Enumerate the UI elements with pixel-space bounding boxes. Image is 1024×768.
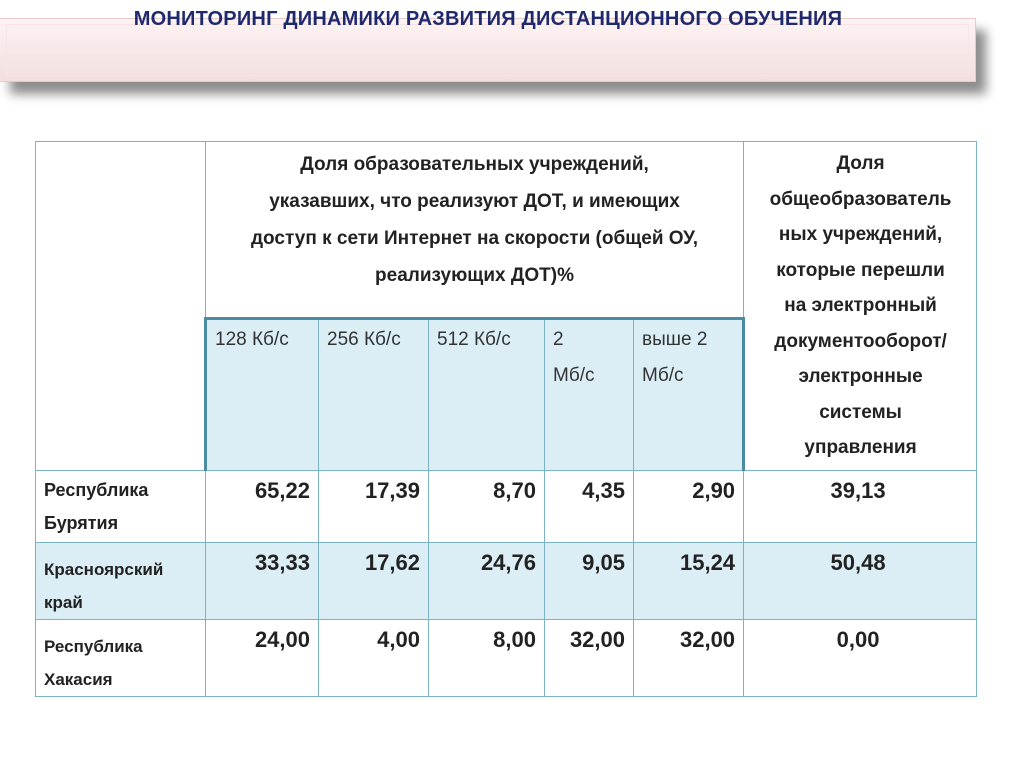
region-name-line: Республика bbox=[44, 480, 149, 500]
corner-cell bbox=[36, 142, 206, 471]
speed-label: 512 Кб/с bbox=[437, 329, 511, 350]
value-cell: 24,76 bbox=[429, 543, 545, 620]
speed-256-header bbox=[319, 319, 429, 471]
share-cell: 39,13 bbox=[744, 471, 977, 543]
header-line: доступ к сети Интернет на скорости (общей ОУ, bbox=[251, 228, 699, 249]
header-line: на электронный bbox=[784, 295, 937, 316]
header-line: ных учреждений, bbox=[778, 224, 943, 245]
value-cell: 32,00 bbox=[545, 620, 634, 697]
header-line: указавших, что реализуют ДОТ, и имеющих bbox=[269, 191, 680, 212]
table-row bbox=[36, 620, 977, 697]
header-row bbox=[36, 142, 977, 319]
speed-2mb-header bbox=[545, 319, 634, 471]
speed-512-header bbox=[429, 319, 545, 471]
table-row bbox=[36, 543, 977, 620]
speed-label: 256 Кб/с bbox=[327, 329, 401, 350]
speed-label: 128 Кб/с bbox=[215, 329, 289, 350]
region-name-line: край bbox=[44, 593, 83, 612]
value-cell: 15,24 bbox=[634, 543, 744, 620]
value-cell: 17,62 bbox=[319, 543, 429, 620]
value-cell: 33,33 bbox=[206, 543, 319, 620]
table-row bbox=[36, 471, 977, 543]
value-cell: 2,90 bbox=[634, 471, 744, 543]
page-title: МОНИТОРИНГ ДИНАМИКИ РАЗВИТИЯ ДИСТАНЦИОННОГО ОБУЧЕНИЯ bbox=[133, 8, 843, 30]
region-name-line: Хакасия bbox=[44, 670, 113, 689]
share-cell: 50,48 bbox=[744, 543, 977, 620]
speed-label: Мб/с bbox=[642, 365, 684, 386]
header-line: Доля образовательных учреждений, bbox=[300, 154, 649, 175]
header-line: Доля bbox=[836, 153, 885, 174]
speed-label: 2 bbox=[553, 329, 564, 350]
value-cell: 65,22 bbox=[206, 471, 319, 543]
header-line: общеобразователь bbox=[769, 188, 952, 210]
speed-above-2mb-header bbox=[634, 319, 744, 471]
header-line: реализующих ДОТ)% bbox=[375, 265, 574, 286]
value-cell: 8,70 bbox=[429, 471, 545, 543]
header-line: управления bbox=[804, 437, 917, 458]
region-cell bbox=[36, 620, 206, 697]
value-cell: 24,00 bbox=[206, 620, 319, 697]
region-name-line: Бурятия bbox=[44, 513, 119, 533]
value-cell: 17,39 bbox=[319, 471, 429, 543]
share-cell: 0,00 bbox=[744, 620, 977, 697]
value-cell: 32,00 bbox=[634, 620, 744, 697]
electronic-workflow-share-header bbox=[744, 142, 977, 471]
region-cell bbox=[36, 471, 206, 543]
monitoring-table bbox=[35, 141, 977, 697]
header-line: документооборот/ bbox=[774, 330, 947, 352]
speed-128-header bbox=[206, 319, 319, 471]
value-cell: 4,00 bbox=[319, 620, 429, 697]
region-name-line: Красноярский bbox=[44, 560, 164, 579]
region-cell bbox=[36, 543, 206, 620]
region-name-line: Республика bbox=[44, 637, 143, 656]
value-cell: 9,05 bbox=[545, 543, 634, 620]
value-cell: 4,35 bbox=[545, 471, 634, 543]
value-cell: 8,00 bbox=[429, 620, 545, 697]
header-line: которые перешли bbox=[776, 259, 945, 281]
title-banner-inner-frame bbox=[6, 24, 969, 76]
header-line: электронные bbox=[798, 366, 923, 387]
speed-label: Мб/с bbox=[553, 365, 595, 386]
internet-speed-share-header bbox=[206, 142, 744, 319]
header-line: системы bbox=[819, 401, 902, 423]
speed-label: выше 2 bbox=[642, 329, 708, 350]
